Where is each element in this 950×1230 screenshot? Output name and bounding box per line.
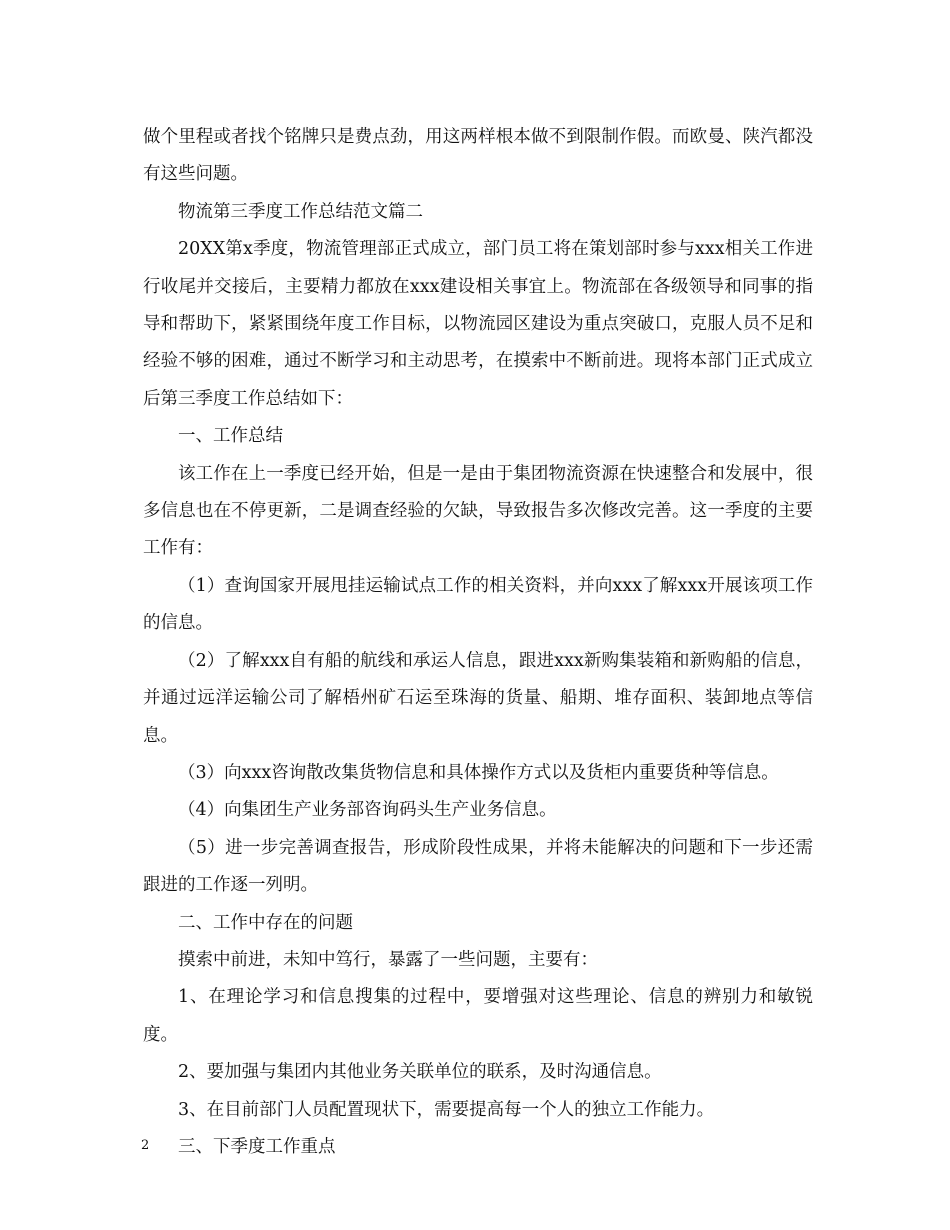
paragraph: （4）向集团生产业务部咨询码头生产业务信息。 xyxy=(178,800,557,821)
paragraph: （2）了解xxx自有船的航线和承运人信息，跟进xxx新购集装箱和新购船的信息，并通过远洋运输公司了解梧州矿石运至珠海的货量、船期、堆存面积、装卸地点等信息。 xyxy=(143,650,813,746)
paragraph: 2、要加强与集团内其他业务关联单位的联系，及时沟通信息。 xyxy=(178,1062,662,1083)
paragraph: （3）向xxx咨询散改集货物信息和具体操作方式以及货柜内重要货种等信息。 xyxy=(178,762,779,783)
paragraph: （5）进一步完善调查报告，形成阶段性成果，并将未能解决的问题和下一步还需跟进的工作逐一列明。 xyxy=(143,837,813,896)
paragraph: 1、在理论学习和信息搜集的过程中，要增强对这些理论、信息的辨别力和敏锐度。 xyxy=(143,987,813,1045)
document-body xyxy=(143,119,813,1166)
paragraph: 该工作在上一季度已经开始，但是一是由于集团物流资源在快速整合和发展中，很多信息也在不停更新，二是调查经验的欠缺，导致报告多次修改完善。这一季度的主要工作有： xyxy=(143,463,813,559)
paragraph: 20XX第x季度，物流管理部正式成立，部门员工将在策划部时参与xxx相关工作进行收尾并交接后，主要精力都放在xxx建设相关事宜上。物流部在各级领导和同事的指导和帮助下，紧紧围绕年度工作目标，以物流园区建设为重点突破口，克服人员不足和经验不够的困难，通过不断学习和主动思考，在摸索中不断前进。现将本部门正式成立后第三季度工作总结如下： xyxy=(143,239,813,409)
paragraph: 三、下季度工作重点 xyxy=(178,1136,336,1157)
page-number: 2 xyxy=(141,1138,150,1153)
paragraph: 一、工作总结 xyxy=(178,426,283,447)
paragraph: （1）查询国家开展甩挂运输试点工作的相关资料，并向xxx了解xxx开展该项工作的信息。 xyxy=(143,575,813,634)
paragraph: 做个里程或者找个铭牌只是费点劲，用这两样根本做不到限制作假。而欧曼、陕汽都没有这些问题。 xyxy=(143,127,813,185)
paragraph: 3、在目前部门人员配置现状下，需要提高每一个人的独立工作能力。 xyxy=(178,1099,715,1120)
paragraph: 物流第三季度工作总结范文篇二 xyxy=(178,201,423,222)
paragraph: 二、工作中存在的问题 xyxy=(178,912,353,933)
paragraph: 摸索中前进，未知中笃行，暴露了一些问题，主要有： xyxy=(178,949,598,970)
